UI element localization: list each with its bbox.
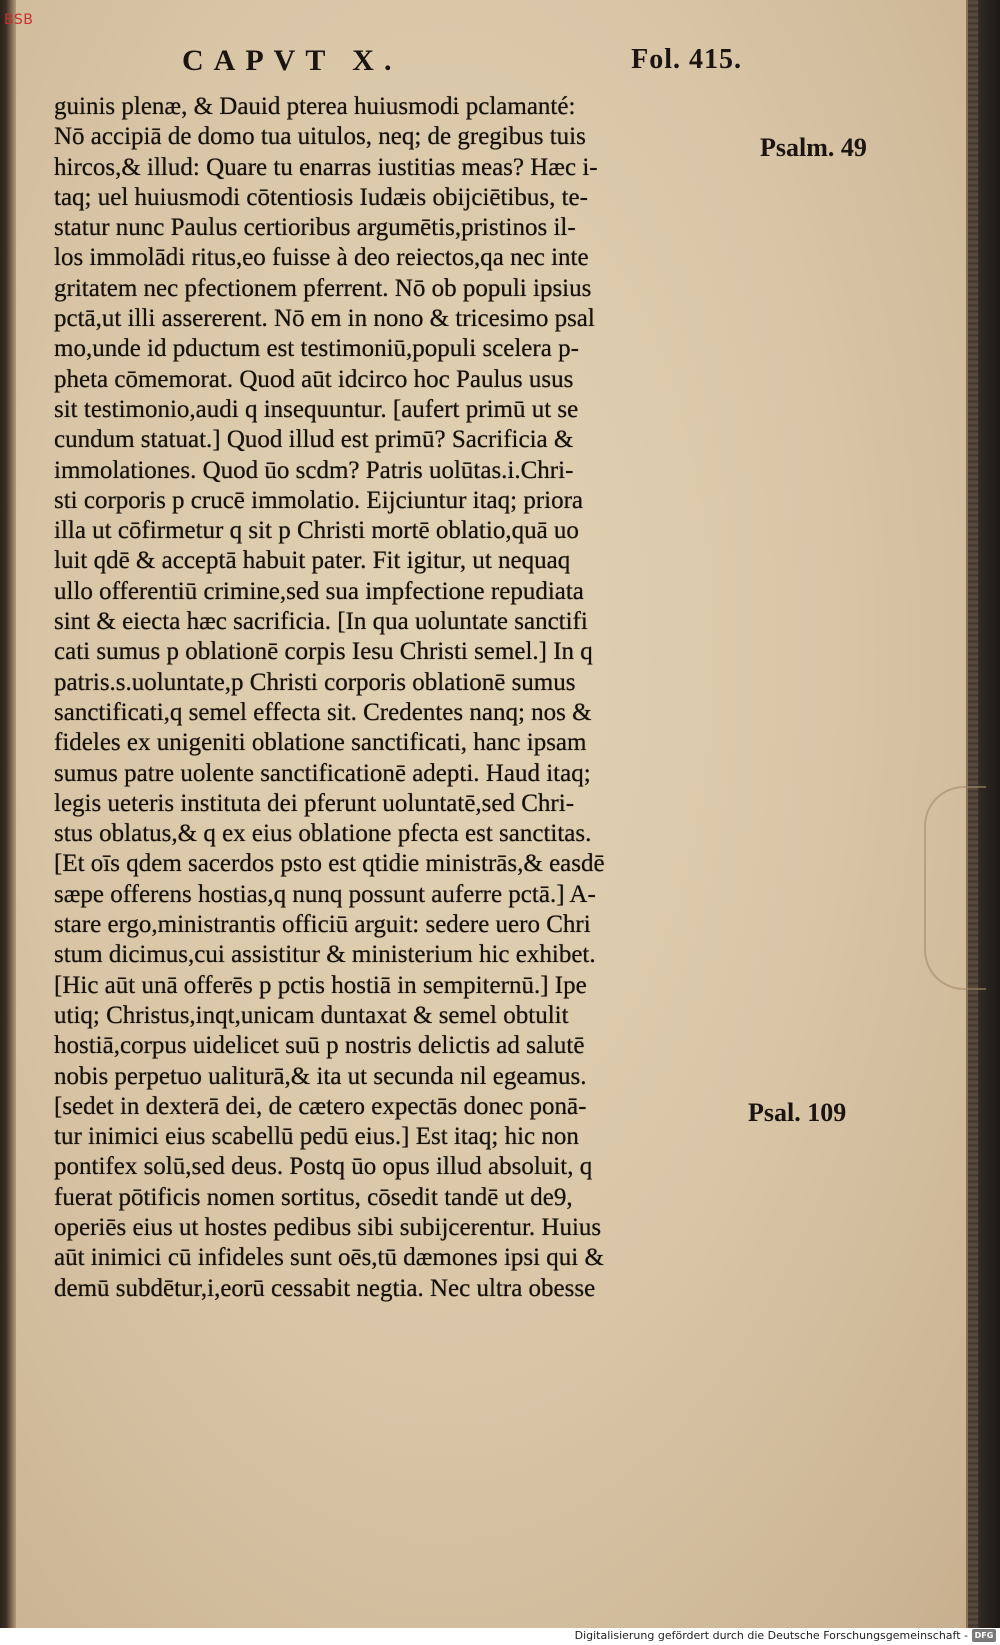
text-line: sti corporis p crucē immolatio. Eijciuntur itaq; priora (54, 486, 584, 514)
text-line: [Hic aūt unā offerēs p pctis hostiā in sempiternū.] Ipe (54, 971, 587, 999)
text-line: guinis plenæ, & Dauid pterea huiusmodi pclamanté: (54, 93, 576, 120)
funding-credit: Digitalisierung gefördert durch die Deutsche Forschungsgemeinschaft - (574, 1629, 968, 1642)
text-line: statur nunc Paulus certioribus argumētis,pristinos il- (54, 214, 576, 242)
digitization-footer (0, 1628, 1000, 1645)
text-line: mo,unde id pductum est testimoniū,populi scelera p- (54, 335, 579, 363)
text-line: [sedet in dexterā dei, de cætero expectās donec ponā- (54, 1092, 587, 1120)
text-line: utiq; Christus,inqt,unicam duntaxat & semel obtulit (54, 1001, 569, 1029)
text-line: aūt inimici cū infideles sunt oēs,tū dæmones ipsi qui & (54, 1244, 604, 1272)
text-line: pheta cōmemorat. Quod aūt idcirco hoc Paulus usus (54, 365, 574, 393)
text-line: fuerat pōtificis nomen sortitus, cōsedit tandē ut de9, (54, 1183, 573, 1211)
clasp-impression (924, 786, 986, 990)
text-line: cati sumus p oblationē corpis Iesu Christi semel.] In q (54, 638, 593, 666)
text-line: hircos,& illud: Quare tu enarras iustitias meas? Hæc i- (54, 153, 598, 181)
text-line: stus oblatus,& q ex eius oblatione pfecta est sanctitas. (54, 820, 592, 848)
text-line: sumus patre uolente sanctificationē adepti. Haud itaq; (54, 759, 591, 787)
text-line: hostiā,corpus uidelicet suū p nostris delictis ad salutē (54, 1032, 585, 1060)
running-header (182, 44, 742, 88)
text-line: pctā,ut illi assererent. Nō em in nono & tricesimo psal (54, 305, 595, 333)
text-line: operiēs eius ut hostes pedibus sibi subijcerentur. Huius (54, 1213, 602, 1241)
text-line: pontifex solū,sed deus. Postq ūo opus illud absoluit, q (54, 1153, 593, 1181)
chapter-title: CAPVT X. (182, 44, 402, 77)
text-line: sint & eiecta hæc sacrificia. [In qua uoluntate sanctifi (54, 608, 588, 636)
text-line: cundum statuat.] Quod illud est primū? Sacrificia & (54, 426, 574, 454)
library-watermark: BSB (4, 12, 34, 28)
text-line: immolationes. Quod ūo scdm? Patris uolūtas.i.Chri- (54, 456, 574, 484)
text-line: illa ut cōfirmetur q sit p Christi mortē oblatio,quā uo (54, 517, 579, 545)
text-line: Nō accipiā de domo tua uitulos, neq; de gregibus tuis (54, 123, 586, 151)
dfg-logo: DFG (972, 1629, 996, 1642)
text-line: sanctificati,q semel effecta sit. Credentes nanq; nos & (54, 698, 592, 726)
text-line: [Et oīs qdem sacerdos psto est qtidie ministrās,& easdē (54, 850, 605, 878)
body-text (54, 92, 754, 1304)
text-line: stum dicimus,cui assistitur & ministerium hic exhibet. (54, 941, 596, 969)
folio-number: Fol. 415. (631, 44, 742, 75)
text-line: demū subdētur,i,eorū cessabit negtia. Nec ultra obesse (54, 1274, 596, 1302)
text-line: stare ergo,ministrantis officiū arguit: sedere uero Chri (54, 911, 591, 939)
text-line: patris.s.uoluntate,p Christi corporis oblationē sumus (54, 668, 576, 696)
text-line: luit qdē & acceptā habuit pater. Fit igitur, ut nequaq (54, 547, 571, 575)
text-line: taq; uel huiusmodi cōtentiosis Iudæis obijciētibus, te- (54, 183, 588, 211)
text-line: gritatem nec pfectionem pferrent. Nō ob populi ipsius (54, 274, 592, 302)
text-line: sit testimonio,audi q insequuntur. [aufert primū ut se (54, 395, 579, 423)
marginal-note-psalm-49: Psalm. 49 (760, 133, 867, 162)
text-line: legis ueteris instituta dei pferunt uoluntatē,sed Chri- (54, 789, 575, 817)
text-line: los immolādi ritus,eo fuisse à deo reiectos,qa nec inte (54, 244, 589, 272)
text-line: fideles ex unigeniti oblatione sanctificati, hanc ipsam (54, 729, 587, 757)
text-line: nobis perpetuo ualiturā,& ita ut secunda nil egeamus. (54, 1062, 587, 1090)
text-line: sæpe offerens hostias,q nunq possunt auferre pctā.] A- (54, 880, 596, 908)
marginal-note-psalm-109: Psal. 109 (748, 1098, 847, 1127)
text-line: ullo offerentiū crimine,sed sua impfectione repudiata (54, 577, 584, 605)
text-line: tur inimici eius scabellū pedū eius.] Est itaq; hic non (54, 1123, 579, 1151)
